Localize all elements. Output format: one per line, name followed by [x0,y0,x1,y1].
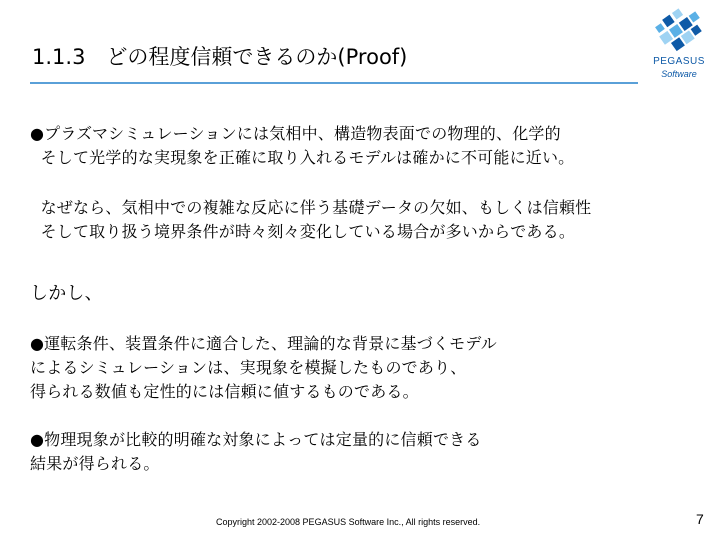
page-number: 7 [696,511,704,527]
pegasus-logo [646,6,712,94]
copyright-footer: Copyright 2002-2008 PEGASUS Software Inc., All rights reserved. [216,517,481,527]
title-underline [30,82,638,84]
paragraph-reason: なぜなら、気相中での複雑な反応に伴う基礎データの欠如、もしくは信頼性 そして取り扱う境界条件が時々刻々変化している場合が多いからである。 [40,198,592,241]
paragraph-plasma-models: ●プラズマシミュレーションには気相中、構造物表面での物理的、化学的 そして光学的な実現象を正確に取り入れるモデルは確かに不可能に近い。 [30,124,575,167]
logo-subtitle: Software [661,69,697,79]
pegasus-logo-icon [646,6,712,56]
logo-name: PEGASUS [653,56,705,67]
paragraph-quantitative: ●物理現象が比較的明確な対象によっては定量的に信頼できる 結果が得られる。 [30,430,482,473]
paragraph-theoretical-model: ●運転条件、装置条件に適合した、理論的な背景に基づくモデル によるシミュレーションは、実現象を模擬したものであり、 得られる数値も定性的には信頼に値するものである。 [30,334,497,401]
slide-title: 1.1.3 どの程度信頼できるのか(Proof) [32,45,408,69]
paragraph-however: しかし、 [30,283,103,304]
